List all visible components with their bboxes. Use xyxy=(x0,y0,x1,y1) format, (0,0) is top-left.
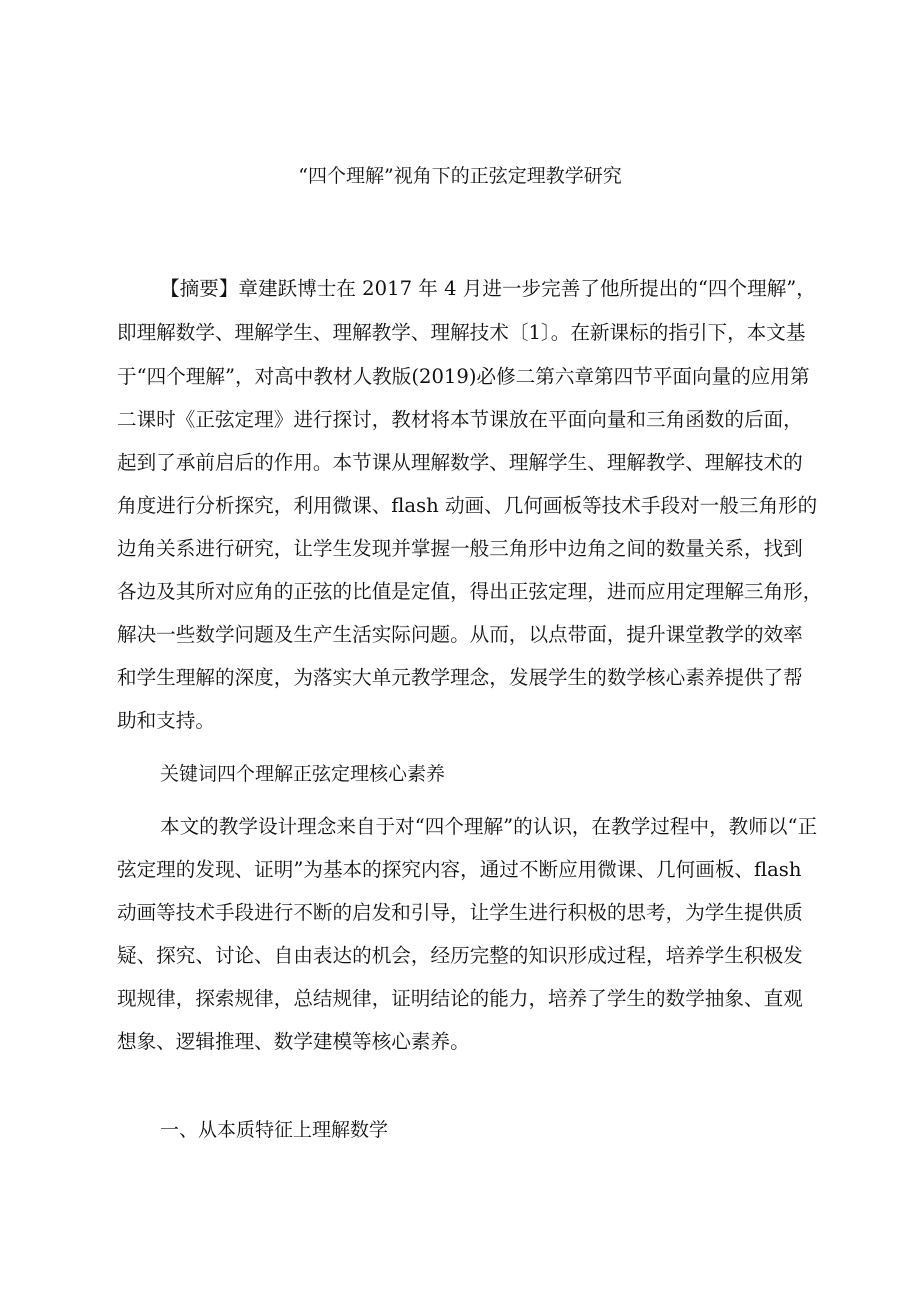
abstract-line: 角度进行分析探究，利用微课、flash 动画、几何画板等技术手段对一般三角形的 xyxy=(117,494,818,517)
abstract-line: 边角关系进行研究，让学生发现并掌握一般三角形中边角之间的数量关系，找到 xyxy=(117,537,803,560)
abstract-line: 解决一些数学问题及生产生活实际问题。从而，以点带面，提升课堂教学的效率 xyxy=(117,623,803,646)
intro-line: 疑、探究、讨论、自由表达的机会，经历完整的知识形成过程，培养学生积极发 xyxy=(117,944,803,967)
abstract-line: 各边及其所对应角的正弦的比值是定值，得出正弦定理，进而应用定理解三角形， xyxy=(117,580,823,603)
intro-line: 现规律，探索规律，总结规律，证明结论的能力，培养了学生的数学抽象、直观 xyxy=(117,987,803,1010)
abstract-line: 二课时《正弦定理》进行探讨，教材将本节课放在平面向量和三角函数的后面， xyxy=(117,408,803,431)
intro-line: 本文的教学设计理念来自于对“四个理解”的认识，在教学过程中，教师以“正 xyxy=(160,815,818,838)
intro-line: 动画等技术手段进行不断的启发和引导，让学生进行积极的思考，为学生提供质 xyxy=(117,901,803,924)
intro-line: 弦定理的发现、证明”为基本的探究内容，通过不断应用微课、几何画板、flash xyxy=(117,858,802,881)
intro-line: 想象、逻辑推理、数学建模等核心素养。 xyxy=(117,1030,470,1053)
abstract-line: 起到了承前启后的作用。本节课从理解数学、理解学生、理解教学、理解技术的 xyxy=(117,451,803,474)
keywords-line: 关键词四个理解正弦定理核心素养 xyxy=(160,763,446,785)
abstract-line: 和学生理解的深度，为落实大单元教学理念，发展学生的数学核心素养提供了帮 xyxy=(117,666,803,689)
document-title: “四个理解”视角下的正弦定理教学研究 xyxy=(298,165,622,187)
section-heading: 一、从本质特征上理解数学 xyxy=(160,1119,389,1141)
abstract-line: 于“四个理解”，对高中教材人教版(2019)必修二第六章第四节平面向量的应用第 xyxy=(117,365,810,388)
abstract-line: 即理解数学、理解学生、理解教学、理解技术〔1〕。在新课标的指引下，本文基 xyxy=(117,321,806,344)
abstract-line: 【摘要】章建跃博士在 2017 年 4 月进一步完善了他所提出的“四个理解”， xyxy=(160,277,816,300)
abstract-line: 助和支持。 xyxy=(117,709,215,732)
